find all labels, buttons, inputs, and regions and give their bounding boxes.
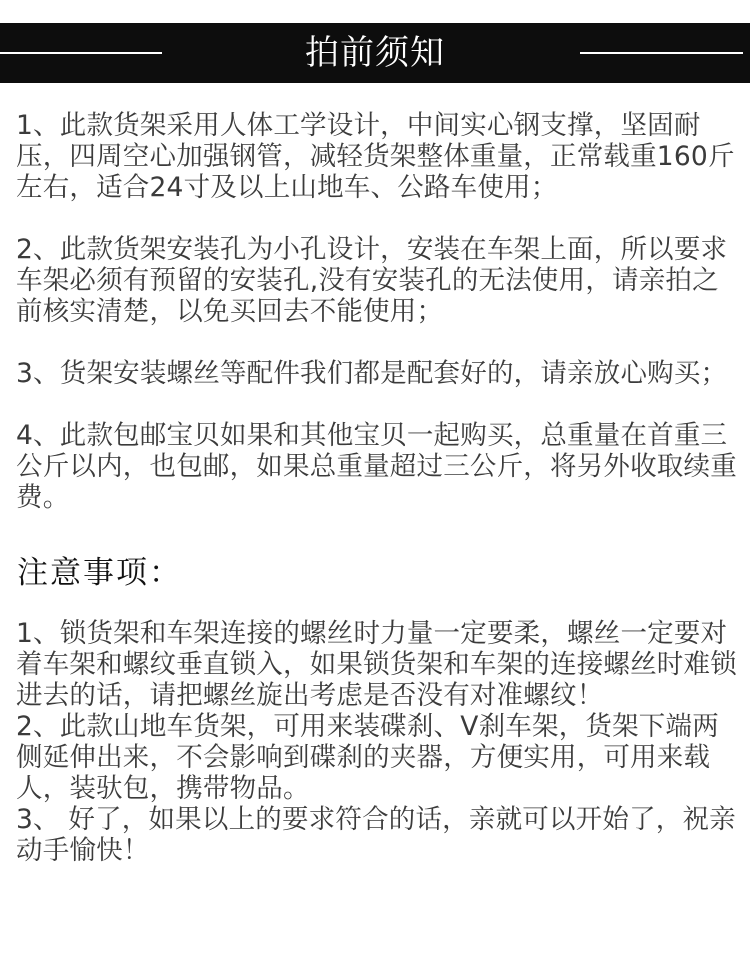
notice-heading: 注意事项： — [17, 555, 182, 591]
purchase-note-1: 1、此款货架采用人体工学设计，中间实心钢支撑，坚固耐压，四周空心加强钢管，减轻货架整体重量，正常载重160斤左右，适合24寸及以上山地车、公路车使用； — [16, 110, 735, 203]
header-divider-right — [580, 52, 743, 54]
page-title: 拍前须知 — [305, 33, 445, 73]
notice-item-1: 1、锁货架和车架连接的螺丝时力量一定要柔，螺丝一定要对着车架和螺纹垂直锁入，如果锁货架和车架的连接螺丝时难锁进去的话，请把螺丝旋出考虑是否没有对准螺纹！ — [16, 618, 737, 711]
notice-section — [16, 618, 740, 866]
notice-item-3: 3、 好了，如果以上的要求符合的话，亲就可以开始了，祝亲动手愉快！ — [16, 804, 736, 866]
purchase-note-4: 4、此款包邮宝贝如果和其他宝贝一起购买，总重量在首重三公斤以内，也包邮，如果总重量超过三公斤，将另外收取续重费。 — [16, 420, 737, 513]
purchase-note-3: 3、货架安装螺丝等配件我们都是配套好的，请亲放心购买； — [16, 358, 728, 389]
header-bar — [0, 23, 750, 83]
before-purchase-section — [16, 110, 740, 544]
notice-item-2: 2、此款山地车货架，可用来装碟刹、V刹车架，货架下端两侧延伸出来，不会影响到碟刹的夹器，方便实用，可用来载人，装驮包，携带物品。 — [16, 711, 719, 804]
purchase-note-2: 2、此款货架安装孔为小孔设计，安装在车架上面，所以要求车架必须有预留的安装孔,没有安装孔的无法使用，请亲拍之前核实清楚，以免买回去不能使用； — [16, 234, 728, 327]
